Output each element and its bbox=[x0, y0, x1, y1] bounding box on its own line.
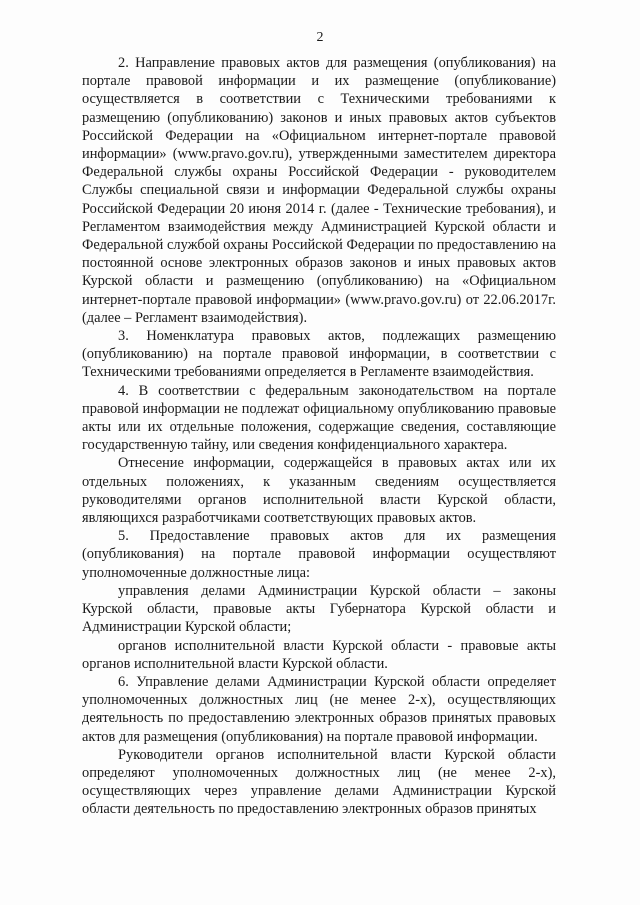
page-number: 2 bbox=[316, 30, 324, 45]
paragraph-item-5: 5. Предоставление правовых актов для их размещения (опубликования) на портале правовой информации осуществляют уполномоченные должностные лица: bbox=[82, 528, 556, 581]
paragraph-item-3: 3. Номенклатура правовых актов, подлежащих размещению (опубликованию) на портале правовой информации, в соответствии с Техническими требованиями определяется в Регламенте взаимодействия. bbox=[82, 328, 556, 381]
paragraph-classification: Отнесение информации, содержащейся в правовых актах или их отдельных положениях, к указанным сведениям осуществляется руководителями органов исполнительной власти Курской области, являющихся разработчиками соответствующих правовых актов. bbox=[82, 455, 556, 527]
document-body bbox=[82, 54, 556, 819]
paragraph-item-4: 4. В соответствии с федеральным законодательством на портале правовой информации не подлежат официальному опубликованию правовые акты или их отдельные положения, содержащие сведения, составляющие государственную тайну, или сведения конфиденциального характера. bbox=[82, 382, 556, 454]
paragraph-executive-officials: органов исполнительной власти Курской области - правовые акты органов исполнительной власти Курской области. bbox=[82, 637, 556, 672]
paragraph-item-2: 2. Направление правовых актов для размещения (опубликования) на портале правовой информации и их размещение (опубликование) осуществляется в соответствии с Техническими требованиями к размещению (опубликованию) законов и иных правовых актов субъектов Российской Федерации на «Официальном интернет-портале правовой информации» (www.pravo.gov.ru), утвержденными заместителем директора Федеральной службы охраны Российской Федерации - руководителем Службы специальной связи и информации Федеральной службы охраны Российской Федерации 20 июня 2014 г. (далее - Технические требования), и Регламентом взаимодействия между Администрацией Курской области и Федеральной службой охраны Российской Федерации по предоставлению на постоянной основе электронных образов законов и иных правовых актов Курской области и размещению (опубликованию) на «Официальном интернет-портале правовой информации» (www.pravo.gov.ru) от 22.06.2017г. (далее – Регламент взаимодействия). bbox=[82, 55, 556, 326]
paragraph-administration-officials: управления делами Администрации Курской области – законы Курской области, правовые акты Губернатора Курской области и Администрации Курской области; bbox=[82, 582, 556, 636]
paragraph-executive-heads: Руководители органов исполнительной власти Курской области определяют уполномоченных должностных лиц (не менее 2-х), осуществляющих через управление делами Администрации Курской области деятельность по предоставлению электронных образов принятых bbox=[82, 746, 556, 818]
paragraph-item-6: 6. Управление делами Администрации Курской области определяет уполномоченных должностных лиц (не менее 2-х), осуществляющих деятельность по предоставлению электронных образов принятых правовых актов для размещения (опубликования) на портале правовой информации. bbox=[82, 673, 556, 745]
